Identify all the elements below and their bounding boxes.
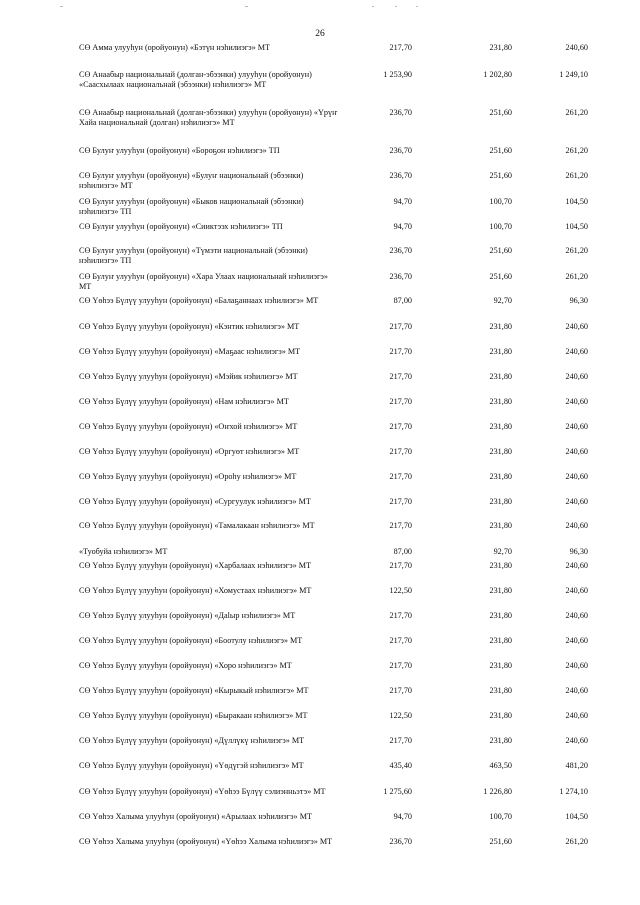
amount-v1: 217,70 bbox=[389, 43, 412, 52]
organization-name: СӨ Үөһээ Бүлүү улууһун (оройуонун) «Маҕаас нэһилиэгэ» МТ bbox=[79, 347, 301, 356]
amount-v3: 481,20 bbox=[565, 761, 588, 770]
amount-v1: 217,70 bbox=[389, 347, 412, 356]
amount-v1: 1 253,90 bbox=[383, 70, 412, 79]
amount-v3: 104,50 bbox=[565, 812, 588, 821]
amount-v2: 231,80 bbox=[489, 521, 512, 530]
amount-v1: 94,70 bbox=[393, 222, 412, 231]
amount-v1: 217,70 bbox=[389, 472, 412, 481]
amount-v3: 96,30 bbox=[569, 296, 588, 305]
organization-name: СӨ Анаабыр национальнай (долган-эбээнки) улууһун (оройуонун) «Үрүҥ Хайа национальнай (долган) нэһилиэгэ» МТ bbox=[79, 108, 338, 127]
amount-v2: 231,80 bbox=[489, 586, 512, 595]
amount-v3: 240,60 bbox=[565, 347, 588, 356]
amount-v3: 240,60 bbox=[565, 397, 588, 406]
amount-v3: 240,60 bbox=[565, 636, 588, 645]
amount-v1: 122,50 bbox=[389, 586, 412, 595]
amount-v2: 100,70 bbox=[489, 812, 512, 821]
amount-v2: 251,60 bbox=[489, 108, 512, 117]
organization-name: СӨ Үөһээ Бүлүү улууһун (оройуонун) «Үөдүгэй нэһилиэгэ» МТ bbox=[79, 761, 304, 770]
amount-v1: 217,70 bbox=[389, 497, 412, 506]
amount-v3: 104,50 bbox=[565, 222, 588, 231]
organization-name: СӨ Булуҥ улууһун (оройуонун) «Сииктээх нэһилиэгэ» ТП bbox=[79, 222, 283, 231]
amount-v1: 122,50 bbox=[389, 711, 412, 720]
amount-v1: 236,70 bbox=[389, 272, 412, 281]
amount-v2: 231,80 bbox=[489, 636, 512, 645]
amount-v3: 240,60 bbox=[565, 472, 588, 481]
scan-mark bbox=[395, 6, 397, 7]
amount-v1: 217,70 bbox=[389, 521, 412, 530]
amount-v1: 94,70 bbox=[393, 812, 412, 821]
organization-name: СӨ Анаабыр национальнай (долган-эбээнки) улууһун (оройуонун) «Саасхылаах национальнай (эбээнки) нэһилиэгэ» МТ bbox=[79, 70, 312, 89]
amount-v3: 240,60 bbox=[565, 686, 588, 695]
amount-v3: 1 274,10 bbox=[559, 787, 588, 796]
amount-v1: 217,70 bbox=[389, 561, 412, 570]
amount-v2: 231,80 bbox=[489, 372, 512, 381]
organization-name: СӨ Үөһээ Бүлүү улууһун (оройуонун) «Тамалакаан нэһилиэгэ» МТ bbox=[79, 521, 315, 530]
organization-name: СӨ Үөһээ Бүлүү улууһун (оройуонун) «Харбалаах нэһилиэгэ» МТ bbox=[79, 561, 312, 570]
amount-v2: 231,80 bbox=[489, 561, 512, 570]
organization-name: СӨ Булуҥ улууһун (оройуонун) «Бороҕон нэһилиэгэ» ТП bbox=[79, 146, 280, 155]
amount-v2: 231,80 bbox=[489, 711, 512, 720]
amount-v1: 236,70 bbox=[389, 146, 412, 155]
organization-name: СӨ Булуҥ улууһун (оройуонун) «Хара Улаах национальнай нэһилиэгэ» МТ bbox=[79, 272, 328, 291]
amount-v1: 435,40 bbox=[389, 761, 412, 770]
amount-v3: 240,60 bbox=[565, 322, 588, 331]
amount-v3: 240,60 bbox=[565, 497, 588, 506]
amount-v2: 92,70 bbox=[493, 296, 512, 305]
amount-v3: 261,20 bbox=[565, 246, 588, 255]
amount-v3: 240,60 bbox=[565, 586, 588, 595]
organization-name: СӨ Үөһээ Бүлүү улууһун (оройуонун) «Дalыр нэһилиэгэ» МТ bbox=[79, 611, 296, 620]
organization-name: СӨ Үөһээ Бүлүү улууһун (оройуонун) «Оҥхой нэһилиэгэ» МТ bbox=[79, 422, 298, 431]
organization-name: СӨ Үөһээ Бүлүү улууһун (оройуонун) «Мэйик нэһилиэгэ» МТ bbox=[79, 372, 298, 381]
amount-v2: 231,80 bbox=[489, 472, 512, 481]
amount-v2: 231,80 bbox=[489, 397, 512, 406]
amount-v2: 231,80 bbox=[489, 422, 512, 431]
organization-name: СӨ Үөһээ Бүлүү улууһун (оройуонун) «Боотулу нэһилиэгэ» МТ bbox=[79, 636, 303, 645]
amount-v1: 87,00 bbox=[393, 547, 412, 556]
organization-name: СӨ Булуҥ улууһун (оройуонун) «Булуҥ национальнай (эбээнки) нэһилиэгэ» МТ bbox=[79, 171, 304, 190]
organization-name: СӨ Булуҥ улууһун (оройуонун) «Быков национальнай (эбээнки) нэһилиэгэ» ТП bbox=[79, 197, 304, 216]
organization-name: СӨ Үөһээ Бүлүү улууһун (оройуонун) «Дүллүкү нэһилиэгэ» МТ bbox=[79, 736, 305, 745]
amount-v3: 240,60 bbox=[565, 372, 588, 381]
amount-v3: 1 249,10 bbox=[559, 70, 588, 79]
amount-v3: 261,20 bbox=[565, 171, 588, 180]
organization-name: СӨ Үөһээ Бүлүү улууһун (оройуонун) «Хомустаах нэһилиэгэ» МТ bbox=[79, 586, 312, 595]
scan-mark bbox=[245, 6, 248, 7]
amount-v2: 1 226,80 bbox=[483, 787, 512, 796]
amount-v1: 236,70 bbox=[389, 108, 412, 117]
organization-name: СӨ Үөһээ Халыма улууһун (оройуонун) «Арылаах нэһилиэгэ» МТ bbox=[79, 812, 312, 821]
amount-v1: 217,70 bbox=[389, 661, 412, 670]
amount-v3: 240,60 bbox=[565, 711, 588, 720]
amount-v2: 231,80 bbox=[489, 347, 512, 356]
page-number: 26 bbox=[315, 29, 325, 39]
amount-v3: 261,20 bbox=[565, 108, 588, 117]
amount-v2: 231,80 bbox=[489, 447, 512, 456]
amount-v3: 96,30 bbox=[569, 547, 588, 556]
amount-v1: 217,70 bbox=[389, 322, 412, 331]
amount-v2: 231,80 bbox=[489, 43, 512, 52]
amount-v3: 261,20 bbox=[565, 837, 588, 846]
amount-v2: 231,80 bbox=[489, 322, 512, 331]
organization-name: СӨ Булуҥ улууһун (оройуонун) «Түмэти национальнай (эбээнки) нэһилиэгэ» ТП bbox=[79, 246, 308, 265]
amount-v1: 87,00 bbox=[393, 296, 412, 305]
amount-v2: 100,70 bbox=[489, 197, 512, 206]
scan-mark bbox=[60, 6, 63, 7]
amount-v2: 231,80 bbox=[489, 611, 512, 620]
amount-v1: 217,70 bbox=[389, 397, 412, 406]
organization-name: СӨ Үөһээ Бүлүү улууһун (оройуонун) «Сургуулук нэһилиэгэ» МТ bbox=[79, 497, 311, 506]
amount-v2: 231,80 bbox=[489, 661, 512, 670]
organization-name: СӨ Үөһээ Бүлүү улууһун (оройуонун) «Кэнтик нэһилиэгэ» МТ bbox=[79, 322, 300, 331]
amount-v1: 236,70 bbox=[389, 837, 412, 846]
amount-v3: 240,60 bbox=[565, 611, 588, 620]
organization-name: СӨ Үөһээ Бүлүү улууһун (оройуонун) «Кырыкый нэһилиэгэ» МТ bbox=[79, 686, 309, 695]
amount-v2: 231,80 bbox=[489, 497, 512, 506]
amount-v2: 463,50 bbox=[489, 761, 512, 770]
organization-name: СӨ Үөһээ Халыма улууһун (оройуонун) «Үөһээ Халыма нэһилиэгэ» МТ bbox=[79, 837, 333, 846]
organization-name: «Туобуйа нэһилиэгэ» МТ bbox=[79, 547, 168, 556]
organization-name: СӨ Үөһээ Бүлүү улууһун (оройуонун) «Ороһу нэһилиэгэ» МТ bbox=[79, 472, 297, 481]
amount-v3: 261,20 bbox=[565, 146, 588, 155]
organization-name: СӨ Үөһээ Бүлүү улууһун (оройуонун) «Быракаан нэһилиэгэ» МТ bbox=[79, 711, 308, 720]
amount-v1: 217,70 bbox=[389, 447, 412, 456]
amount-v3: 240,60 bbox=[565, 561, 588, 570]
amount-v2: 100,70 bbox=[489, 222, 512, 231]
organization-name: СӨ Үөһээ Бүлүү улууһун (оройуонун) «Үөһээ Бүлүү сэлиэнньэтэ» МТ bbox=[79, 787, 326, 796]
amount-v1: 1 275,60 bbox=[383, 787, 412, 796]
scan-mark bbox=[372, 6, 374, 7]
amount-v3: 240,60 bbox=[565, 661, 588, 670]
amount-v3: 240,60 bbox=[565, 43, 588, 52]
amount-v1: 236,70 bbox=[389, 171, 412, 180]
amount-v3: 240,60 bbox=[565, 736, 588, 745]
amount-v1: 217,70 bbox=[389, 422, 412, 431]
amount-v2: 251,60 bbox=[489, 146, 512, 155]
amount-v2: 251,60 bbox=[489, 272, 512, 281]
amount-v2: 231,80 bbox=[489, 686, 512, 695]
amount-v3: 240,60 bbox=[565, 521, 588, 530]
amount-v1: 217,70 bbox=[389, 372, 412, 381]
organization-name: СӨ Үөһээ Бүлүү улууһун (оройуонун) «Оргуөт нэһилиэгэ» МТ bbox=[79, 447, 300, 456]
amount-v3: 240,60 bbox=[565, 447, 588, 456]
amount-v2: 251,60 bbox=[489, 246, 512, 255]
scan-mark bbox=[416, 6, 418, 7]
amount-v2: 92,70 bbox=[493, 547, 512, 556]
amount-v1: 236,70 bbox=[389, 246, 412, 255]
amount-v2: 251,60 bbox=[489, 837, 512, 846]
amount-v3: 261,20 bbox=[565, 272, 588, 281]
amount-v1: 217,70 bbox=[389, 686, 412, 695]
organization-name: СӨ Амма улууһун (оройуонун) «Бэтүн нэһилиэгэ» МТ bbox=[79, 43, 271, 52]
amount-v2: 251,60 bbox=[489, 171, 512, 180]
amount-v1: 217,70 bbox=[389, 611, 412, 620]
organization-name: СӨ Үөһээ Бүлүү улууһун (оройуонун) «Балаҕаннаах нэһилиэгэ» МТ bbox=[79, 296, 319, 305]
organization-name: СӨ Үөһээ Бүлүү улууһун (оройуонун) «Нам нэһилиэгэ» МТ bbox=[79, 397, 289, 406]
amount-v3: 240,60 bbox=[565, 422, 588, 431]
amount-v1: 217,70 bbox=[389, 736, 412, 745]
amount-v2: 231,80 bbox=[489, 736, 512, 745]
amount-v2: 1 202,80 bbox=[483, 70, 512, 79]
organization-name: СӨ Үөһээ Бүлүү улууһун (оройуонун) «Хоро нэһилиэгэ» МТ bbox=[79, 661, 292, 670]
amount-v3: 104,50 bbox=[565, 197, 588, 206]
amount-v1: 217,70 bbox=[389, 636, 412, 645]
amount-v1: 94,70 bbox=[393, 197, 412, 206]
